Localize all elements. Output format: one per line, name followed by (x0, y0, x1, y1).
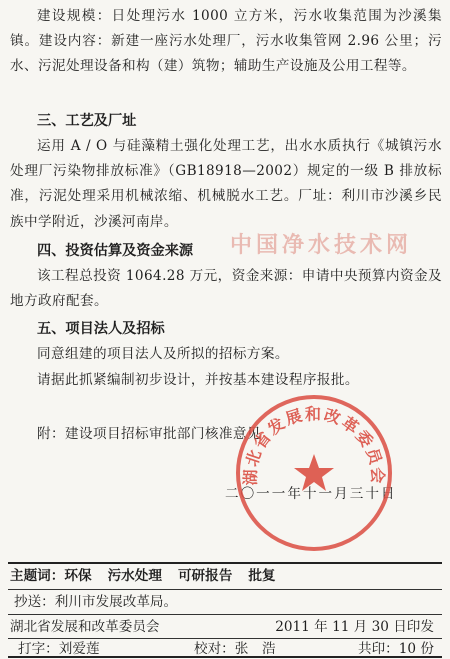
keywords-label: 主题词： (10, 568, 65, 584)
paragraph-investment: 该工程总投资 1064.28 万元，资金来源：申请中央预算内资金及地方政府配套。 (10, 268, 442, 310)
paragraph-instruction: 请据此抓紧编制初步设计，并按基本建设程序报批。 (37, 372, 359, 388)
copies: 共印：10 份 (358, 641, 434, 657)
issuer-row (10, 617, 442, 637)
heading-investment: 四、投资估算及资金来源 (37, 243, 194, 259)
footer-bottom-rule (8, 656, 442, 658)
typist: 打字：刘爱莲 (18, 641, 100, 657)
seal-star-icon (294, 454, 334, 491)
footer-rule (8, 614, 442, 615)
watermark-text: 中国净水技术网 (230, 233, 413, 258)
seal-text: 湖北省发展和改革委员会 (240, 404, 388, 486)
paragraph-process-site: 运用 A / O 与硅藻精土强化处理工艺，出水水质执行《城镇污水处理厂污染物排放标准》（GB18918—2002）规定的一级 B 排放标准，污泥处理采用机械浓缩、机械脱水工艺。厂址：利川市沙溪乡民族中学附近，沙溪河南岸。 (10, 138, 442, 230)
official-seal (233, 392, 395, 554)
attachment-note: 附：建设项目招标审批部门核准意见 (37, 426, 261, 442)
document-date: 二〇一一年十一月三十日 (225, 486, 397, 502)
proofreader: 校对：张 浩 (194, 641, 276, 657)
footer-top-rule (8, 562, 442, 564)
issue-date: 2011 年 11 月 30 日印发 (275, 619, 434, 635)
paragraph-scale-content: 建设规模：日处理污水 1000 立方米，污水收集范围为沙溪集镇。建设内容：新建一座污水处理厂，污水收集管网 2.96 公里；污水、污泥处理设备和构（建）筑物；辅助生产设施及公用工程等。 (10, 8, 442, 75)
keyword: 环保 (64, 568, 92, 584)
heading-legal-person: 五、项目法人及招标 (37, 321, 165, 337)
keyword: 污水处理 (107, 568, 162, 584)
keyword: 可研报告 (177, 568, 233, 584)
footer-rule (8, 589, 442, 590)
cc-line: 抄送：利川市发展改革局。 (14, 594, 178, 610)
keyword: 批复 (248, 568, 276, 584)
issuer-name: 湖北省发展和改革委员会 (10, 619, 160, 635)
keywords-row (10, 566, 442, 586)
heading-process-site: 三、工艺及厂址 (37, 113, 137, 129)
paragraph-legal-person: 同意组建的项目法人及所拟的招标方案。 (37, 346, 289, 362)
